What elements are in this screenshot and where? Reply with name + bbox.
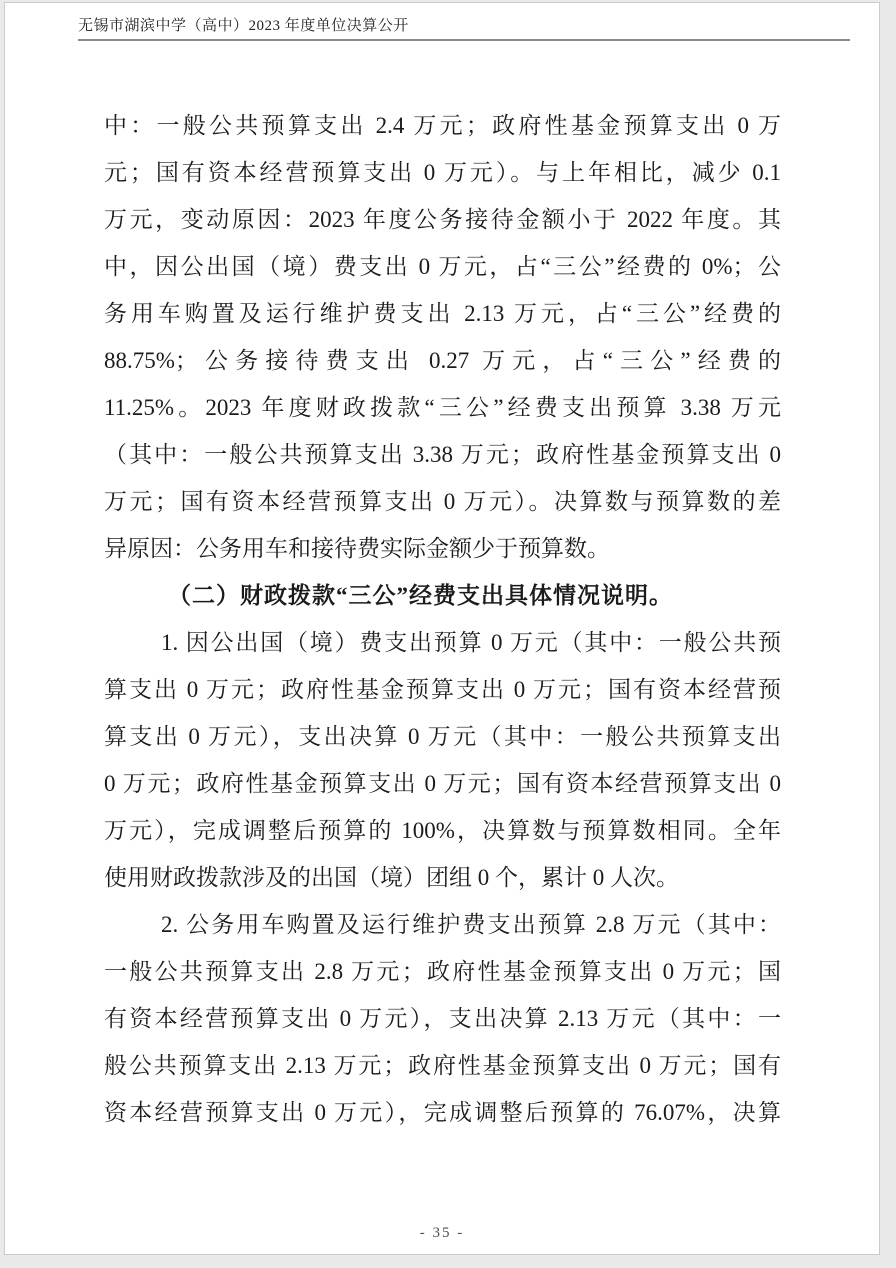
text-line: 11.25%。2023 年度财政拨款“三公”经费支出预算 3.38 万元 xyxy=(104,395,781,420)
text-line: 2. 公务用车购置及运行维护费支出预算 2.8 万元（其中： xyxy=(161,912,781,937)
text-line: 般公共预算支出 2.13 万元；政府性基金预算支出 0 万元；国有 xyxy=(104,1053,781,1078)
text-line: 一般公共预算支出 2.8 万元；政府性基金预算支出 0 万元；国 xyxy=(104,959,781,984)
text-line: 中：一般公共预算支出 2.4 万元；政府性基金预算支出 0 万 xyxy=(104,113,781,138)
document-page xyxy=(4,2,880,1255)
text-line: 1. 因公出国（境）费支出预算 0 万元（其中：一般公共预 xyxy=(161,630,781,655)
page-number: - 35 - xyxy=(419,1225,465,1241)
document-header: 无锡市湖滨中学（高中）2023 年度单位决算公开 xyxy=(78,14,850,41)
section-heading: （二）财政拨款“三公”经费支出具体情况说明。 xyxy=(168,583,673,608)
text-line: 异原因：公务用车和接待费实际金额少于预算数。 xyxy=(104,536,610,561)
text-line: 万元），完成调整后预算的 100%，决算数与预算数相同。全年 xyxy=(104,818,781,843)
text-line: 万元；国有资本经营预算支出 0 万元）。决算数与预算数的差 xyxy=(104,489,781,514)
text-line: 资本经营预算支出 0 万元），完成调整后预算的 76.07%，决算 xyxy=(104,1100,781,1125)
text-line: 算支出 0 万元；政府性基金预算支出 0 万元；国有资本经营预 xyxy=(104,677,781,702)
text-line: 中，因公出国（境）费支出 0 万元，占“三公”经费的 0%；公 xyxy=(104,254,781,279)
text-line: 算支出 0 万元），支出决算 0 万元（其中：一般公共预算支出 xyxy=(104,724,781,749)
text-line: 元；国有资本经营预算支出 0 万元）。与上年相比，减少 0.1 xyxy=(104,160,781,185)
text-line: 88.75%；公务接待费支出 0.27 万元，占“三公”经费的 xyxy=(104,348,781,373)
text-line: 务用车购置及运行维护费支出 2.13 万元，占“三公”经费的 xyxy=(104,301,781,326)
document-body xyxy=(104,102,781,1136)
text-line: 0 万元；政府性基金预算支出 0 万元；国有资本经营预算支出 0 xyxy=(104,771,782,796)
text-line: 万元，变动原因：2023 年度公务接待金额小于 2022 年度。其 xyxy=(104,207,781,232)
text-line: （其中：一般公共预算支出 3.38 万元；政府性基金预算支出 0 xyxy=(104,442,781,467)
text-line: 使用财政拨款涉及的出国（境）团组 0 个，累计 0 人次。 xyxy=(104,865,679,890)
text-line: 有资本经营预算支出 0 万元），支出决算 2.13 万元（其中：一 xyxy=(104,1006,781,1031)
